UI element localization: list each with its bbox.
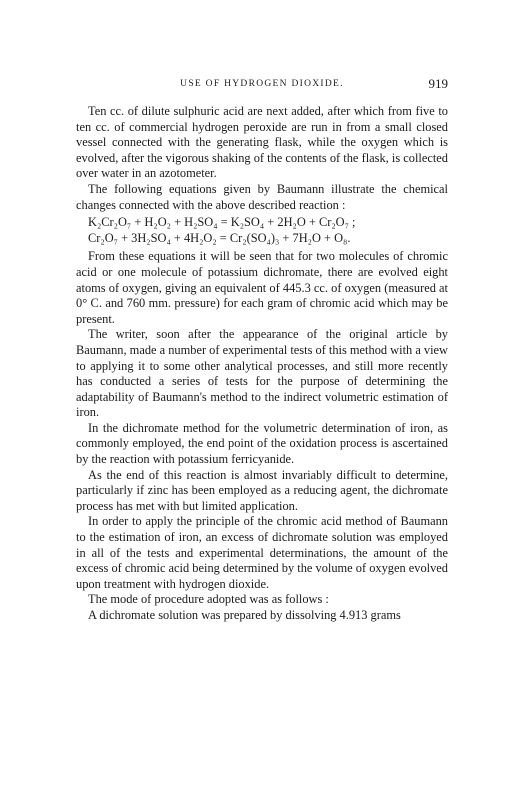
paragraph: As the end of this reaction is almost invariably difficult to determine, particularly if zinc has been employed as a reducing agent, the dichromate process has met with but limited application. — [76, 467, 448, 513]
paragraph: Ten cc. of dilute sulphuric acid are next added, after which from five to ten cc. of commercial hydrogen peroxide are run in from a small closed vessel connected with the generating flask, while the oxygen which is evolved, after the vigorous shaking of the contents of the flask, is collected over water in an azotometer. — [76, 104, 448, 181]
paragraph: The writer, soon after the appearance of the original article by Baumann, made a number of experimental tests of this method with a view to applying it to some other analytical processes, and still more recently has conducted a series of tests for the purpose of determining the adaptability of Baumann's method to the indirect volumetric estimation of iron. — [76, 327, 448, 420]
paragraph: In the dichromate method for the volumetric determination of iron, as commonly employed, the end point of the oxidation process is ascertained by the reaction with potassium ferricyanide. — [76, 420, 448, 467]
equation-block — [76, 215, 448, 246]
page-number: 919 — [428, 76, 448, 91]
paragraph: The following equations given by Baumann illustrate the chemical changes connected with the above described reaction : — [76, 181, 448, 212]
paragraph: A dichromate solution was prepared by dissolving 4.913 grams — [88, 608, 401, 622]
equation: K₂Cr₂O₇ + H₂O₂ + H₂SO₄ = K₂SO₄ + 2H₂O + Cr₂O₇ ; — [88, 215, 356, 230]
running-title: USE OF HYDROGEN DIOXIDE. — [180, 79, 344, 89]
equation: Cr₂O₇ + 3H₂SO₄ + 4H₂O₂ = Cr₂(SO₄)₃ + 7H₂O + O₈. — [88, 230, 351, 245]
paragraph: In order to apply the principle of the chromic acid method of Baumann to the estimation of iron, an excess of dichromate solution was employed in all of the tests and experimental determinations, the amount of the excess of chromic acid being determined by the volume of oxygen evolved upon treatment with hydrogen dioxide. — [76, 514, 448, 591]
paragraph: The mode of procedure adopted was as follows : — [88, 592, 329, 607]
page-header — [76, 76, 448, 92]
paragraph: From these equations it will be seen that for two molecules of chromic acid or one molecule of potassium dichromate, there are evolved eight atoms of oxygen, giving an equivalent of 445.3 cc. of oxygen (measured at 0° C. and 760 mm. pressure) for each gram of chromic acid which may be present. — [76, 249, 448, 326]
body-text — [76, 104, 448, 624]
